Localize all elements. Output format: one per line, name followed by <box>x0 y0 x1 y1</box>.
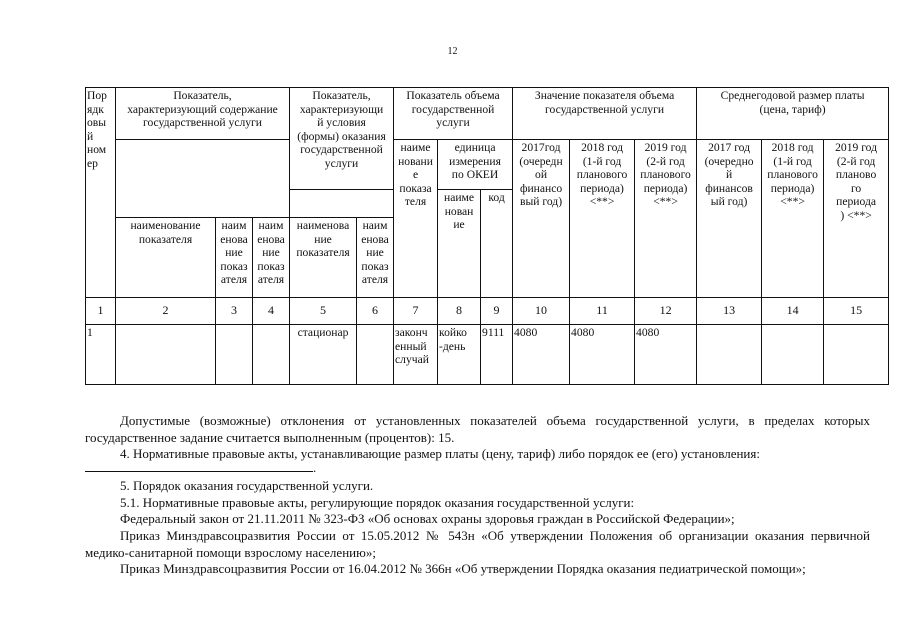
column-number: 8 <box>438 298 481 325</box>
procedure-regulations-heading: 5.1. Нормативные правовые акты, регулирующие порядок оказания государственной услуги: <box>120 495 635 510</box>
header-fee-2019: 2019 год (2-й год планово го периода ) <**> <box>824 140 889 298</box>
subheader-conditions-2: наим енова ние показ ателя <box>357 218 394 298</box>
order-543n-paragraph: Приказ Минздравсоцразвития России от 15.05.2012 № 543н «Об утверждении Положения об организации оказания первичной медико-санитарной помощи взрослому населению»; <box>85 528 870 560</box>
column-number: 15 <box>824 298 889 325</box>
header-conditions-indicator: Показатель, характеризующи й условия (формы) оказания государственной услуги <box>290 88 394 190</box>
header-value-2017: 2017год (очередн ой финансо вый год) <box>513 140 570 298</box>
column-number: 2 <box>116 298 216 325</box>
page-number: 12 <box>447 46 458 57</box>
header-volume-value: Значение показателя объема государственной услуги <box>513 88 697 140</box>
table-cell: 4080 <box>570 325 635 385</box>
header-average-fee: Среднегодовой размер платы (цена, тариф) <box>697 88 889 140</box>
column-number: 12 <box>635 298 697 325</box>
blank-line-terminator: . <box>313 460 317 475</box>
header-value-2019: 2019 год (2-й год планового периода) <**> <box>635 140 697 298</box>
header-unit-name: наиме нован ие <box>438 190 481 298</box>
subheader-content-2: наим енова ние показ ателя <box>216 218 253 298</box>
table-cell <box>357 325 394 385</box>
column-number: 5 <box>290 298 357 325</box>
header-okei-unit: единица измерения по ОКЕИ <box>438 140 513 190</box>
deviation-paragraph: Допустимые (возможные) отклонения от установленных показателей объема государственной услуги, в пределах которых государственное задание считается выполненным (процентов): 15. <box>85 413 870 445</box>
order-366n-paragraph: Приказ Минздравсоцразвития России от 16.04.2012 № 366н «Об утверждении Порядка оказания педиатрической помощи»; <box>120 561 806 576</box>
column-number: 14 <box>762 298 824 325</box>
fee-regulations-heading: 4. Нормативные правовые акты, устанавливающие размер платы (цену, тариф) либо порядок ее (его) установления: <box>120 446 760 461</box>
fill-in-blank <box>85 460 313 472</box>
header-indicator-name: наиме новани е показа теля <box>394 140 438 298</box>
header-content-blank <box>116 140 290 218</box>
subheader-content-1: наименование показателя <box>116 218 216 298</box>
table-cell: 1 <box>86 325 116 385</box>
table-cell <box>116 325 216 385</box>
header-order-number: Пор ядк овы й ном ер <box>86 88 116 298</box>
column-number-row <box>86 298 889 325</box>
column-number: 13 <box>697 298 762 325</box>
table-cell: законч енный случай <box>394 325 438 385</box>
table-cell: стационар <box>290 325 357 385</box>
table-cell <box>253 325 290 385</box>
column-number: 3 <box>216 298 253 325</box>
federal-law-paragraph: Федеральный закон от 21.11.2011 № 323-ФЗ «Об основах охраны здоровья граждан в Российской Федерации»; <box>120 511 735 526</box>
table-cell <box>216 325 253 385</box>
table-cell: 4080 <box>513 325 570 385</box>
table-cell: 9111 <box>481 325 513 385</box>
column-number: 11 <box>570 298 635 325</box>
service-volume-table <box>85 87 889 385</box>
table-cell <box>762 325 824 385</box>
header-content-indicator: Показатель, характеризующий содержание государственной услуги <box>116 88 290 140</box>
subheader-conditions-1: наименова ние показателя <box>290 218 357 298</box>
header-volume-indicator: Показатель объема государственной услуги <box>394 88 513 140</box>
column-number: 9 <box>481 298 513 325</box>
header-conditions-blank <box>290 190 394 218</box>
header-fee-2018: 2018 год (1-й год планового периода) <**> <box>762 140 824 298</box>
table-cell: 4080 <box>635 325 697 385</box>
header-unit-code: код <box>481 190 513 298</box>
column-number: 7 <box>394 298 438 325</box>
table-row <box>86 325 889 385</box>
header-fee-2017: 2017 год (очередно й финансов ый год) <box>697 140 762 298</box>
service-procedure-heading: 5. Порядок оказания государственной услуги. <box>120 478 374 493</box>
column-number: 4 <box>253 298 290 325</box>
table-cell <box>697 325 762 385</box>
blank-line <box>85 460 870 477</box>
header-value-2018: 2018 год (1-й год планового периода) <**> <box>570 140 635 298</box>
table-cell <box>824 325 889 385</box>
subheader-content-3: наим енова ние показ ателя <box>253 218 290 298</box>
column-number: 1 <box>86 298 116 325</box>
column-number: 10 <box>513 298 570 325</box>
column-number: 6 <box>357 298 394 325</box>
table-cell: койко -день <box>438 325 481 385</box>
